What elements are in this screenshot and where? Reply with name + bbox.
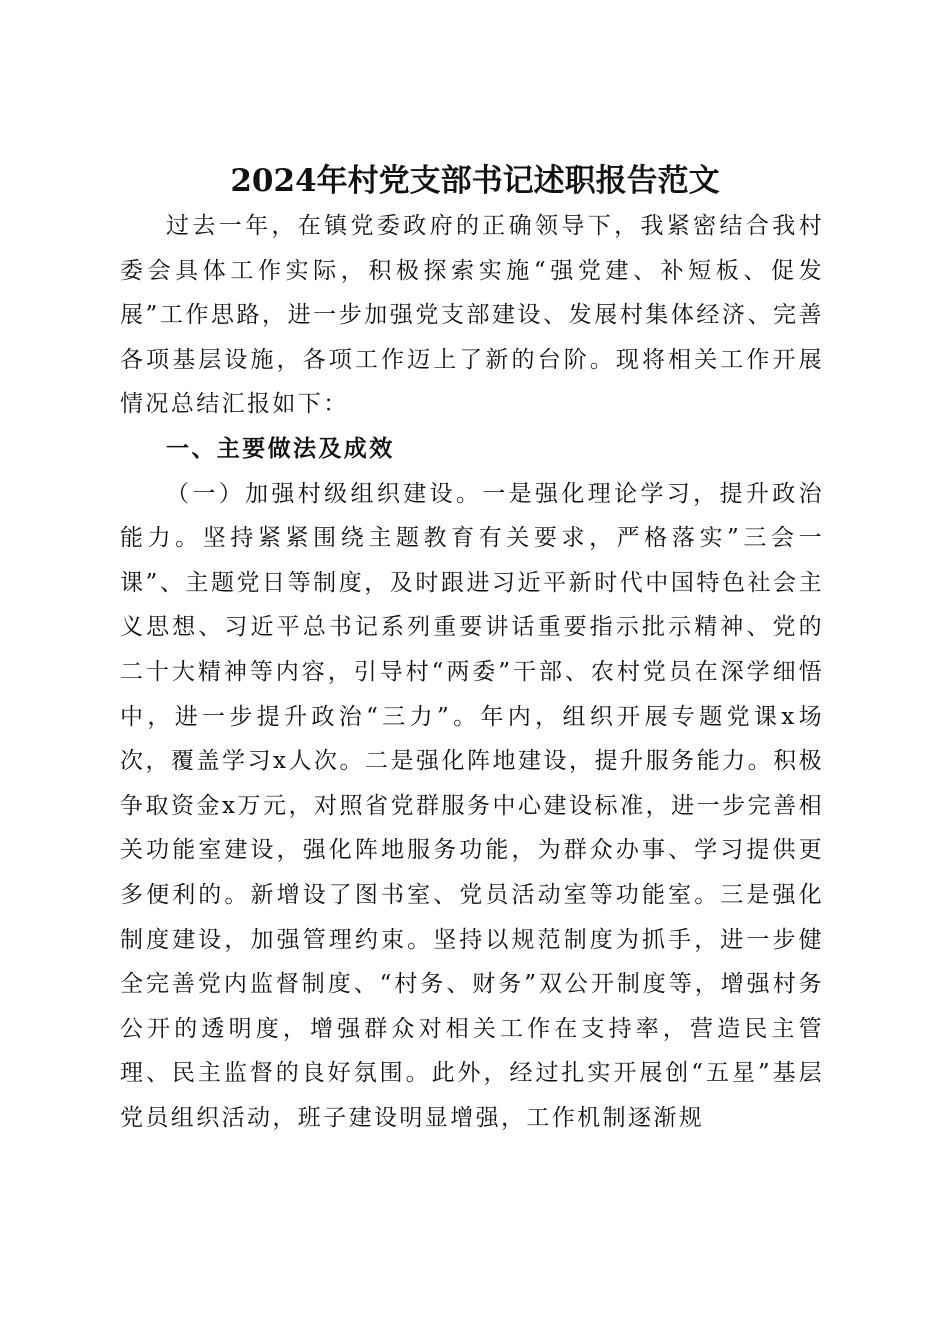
subsection-heading: （一）加强村级组织建设。 (166, 480, 483, 507)
document-title: 2024年村党支部书记述职报告范文 (230, 162, 720, 199)
subsection-body: 一是强化理论学习，提升政治能力。坚持紧紧围绕主题教育有关要求，严格落实”三会一课”、主题党日等制度，及时跟进习近平新时代中国特色社会主义思想、习近平总书记系列重要讲话重要指示批示精神、党的二十大精神等内容，引导村“两委”干部、农村党员在深学细悟中，进一步提升政治“三力”。年内，组织开展专题党课x场次，覆盖学习x人次。二是强化阵地建设，提升服务能力。积极争取资金x万元，对照省党群服务中心建设标准，进一步完善相关功能室建设，强化阵地服务功能，为群众办事、学习提供更多便利的。新增设了图书室、党员活动室等功能室。三是强化制度建设，加强管理约束。坚持以规范制度为抓手，进一步健全完善党内监督制度、“村务、财务”双公开制度等，增强村务公开的透明度，增强群众对相关工作在支持率，营造民主管理、民主监督的良好氛围。此外，经过扎实开展创“五星”基层党员组织活动，班子建设明显增强，工作机制逐渐规 (120, 480, 824, 1131)
subsection-paragraph (120, 472, 824, 1141)
intro-paragraph: 过去一年，在镇党委政府的正确领导下，我紧密结合我村委会具体工作实际，积极探索实施“强党建、补短板、促发展”工作思路，进一步加强党支部建设、发展村集体经济、完善各项基层设施，各项工作迈上了新的台阶。现将相关工作开展情况总结汇报如下： (120, 213, 824, 418)
document-body (120, 204, 824, 1140)
section-heading: 一、主要做法及成效 (166, 435, 395, 462)
